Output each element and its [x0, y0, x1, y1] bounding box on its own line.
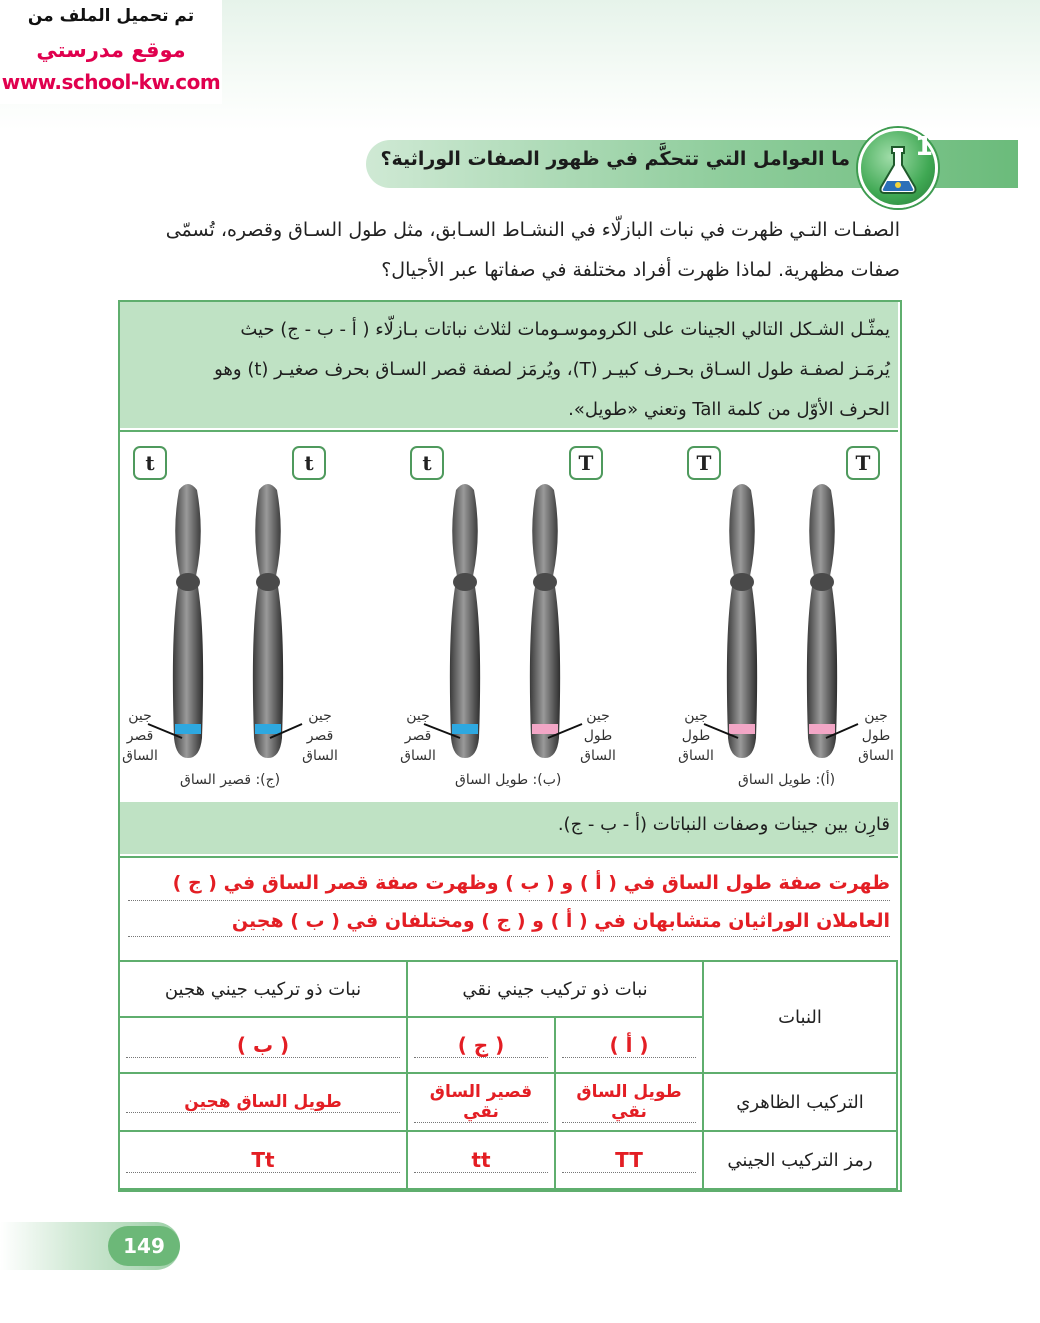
label-short-gene-c1	[112, 706, 168, 766]
label-word: جين	[586, 708, 610, 724]
label-word: طول	[583, 728, 613, 744]
chromosome-c1-gene-band	[175, 724, 201, 734]
chromosome-b2-gene-band	[532, 724, 558, 734]
chromosome-a2-gene-band	[809, 724, 835, 734]
watermark-line-1: تم تحميل الملف من	[27, 6, 195, 26]
label-word: قصر	[306, 728, 334, 744]
section-title: ما العوامل التي تتحكَّم في ظهور الصفات الوراثية؟	[380, 148, 850, 170]
chromosome-c2-gene-band	[255, 724, 281, 734]
answer-dotted-line-2	[128, 936, 890, 937]
label-word: جين	[128, 708, 152, 724]
activity-line-2: يُرمَـز لصفـة طول السـاق بحـرف كبيـر (T)، ويُرمَز لصفة قصر السـاق بحرف صغيـر (t) وهو	[214, 359, 890, 380]
chromosome-b1	[450, 484, 480, 758]
label-tall-gene-a1	[668, 706, 724, 766]
chromosome-b2-body	[530, 484, 560, 758]
cell-phenotype-a	[555, 1073, 703, 1131]
answer-line-2: العاملان الوراثيان متشابهان في ( أ ) و ( ج ) ومختلفان في ( ب ) هجين	[231, 910, 890, 932]
watermark-line-2: موقع مدرستي	[36, 38, 186, 62]
row-phenotype-label: التركيب الظاهري	[703, 1073, 897, 1131]
chromosome-c1	[173, 484, 203, 758]
chromosome-a1-gene-band	[729, 724, 755, 734]
gene-letter-a1: T	[687, 446, 721, 480]
label-word: الساق	[122, 748, 158, 764]
chromosome-a2-body	[807, 484, 837, 758]
chromosome-c1-body	[173, 484, 203, 758]
gene-letter-b2: T	[569, 446, 603, 480]
label-word: جين	[308, 708, 332, 724]
watermark-url[interactable]: www.school-kw.com	[1, 70, 221, 94]
cell-plant-a	[555, 1017, 703, 1073]
cell-genotype-c	[407, 1131, 555, 1189]
cell-plant-c	[407, 1017, 555, 1073]
plant-c-caption: (ج): قصير الساق	[180, 772, 281, 788]
activity-description	[128, 310, 890, 430]
label-word: قصر	[126, 728, 154, 744]
intro-line-2: صفات مظهرية. لماذا ظهرت أفراد مختلفة في صفاتها عبر الأجيال؟	[381, 259, 900, 281]
label-word: الساق	[302, 748, 338, 764]
header-hybrid: نبات ذو تركيب جيني هجين	[119, 961, 407, 1017]
genotype-a-value: TT	[562, 1148, 696, 1173]
intro-line-1: الصفـات التـي ظهرت في نبات البازلّاء في النشـاط السـابق، مثل طول السـاق وقصره، تُسمّى	[165, 219, 900, 241]
gene-letter-b1: t	[410, 446, 444, 480]
chromosome-c2-centromere	[256, 573, 280, 591]
cell-plant-b	[119, 1017, 407, 1073]
chromosomes-svg	[120, 432, 898, 798]
cell-phenotype-c	[407, 1073, 555, 1131]
chromosome-b1-body	[450, 484, 480, 758]
label-word: جين	[684, 708, 708, 724]
label-tall-gene-b	[570, 706, 626, 766]
compare-prompt: قارِن بين جينات وصفات النباتات (أ - ب - ج).	[557, 814, 890, 835]
plant-b-value: ( ب )	[126, 1033, 400, 1058]
plant-c-value: ( ج )	[414, 1033, 548, 1058]
label-word: الساق	[678, 748, 714, 764]
phenotype-a-value: طويل الساق نقي	[562, 1082, 696, 1123]
answer-dotted-line-1	[128, 900, 890, 901]
activity-line-1: يمثّـل الشـكل التالي الجينات على الكروموسـومات لثلاث نباتات بـازلّاء ( أ - ب - ج) حيث	[240, 319, 890, 340]
plant-a-value: ( أ )	[562, 1033, 696, 1058]
cell-genotype-b	[119, 1131, 407, 1189]
label-word: جين	[406, 708, 430, 724]
header-plant: النبات	[703, 961, 897, 1073]
chromosome-c2-body	[253, 484, 283, 758]
row-genotype-label: رمز التركيب الجيني	[703, 1131, 897, 1189]
chromosome-a2	[807, 484, 837, 758]
cell-phenotype-b	[119, 1073, 407, 1131]
cell-genotype-a	[555, 1131, 703, 1189]
chromosome-a1	[727, 484, 757, 758]
label-word: جين	[864, 708, 888, 724]
chromosome-b1-gene-band	[452, 724, 478, 734]
label-word: قصر	[404, 728, 432, 744]
genotype-c-value: tt	[414, 1148, 548, 1173]
activity-line-3: الحرف الأوّل من كلمة Tall وتعني «طويل».	[568, 399, 890, 420]
label-word: الساق	[580, 748, 616, 764]
label-word: الساق	[400, 748, 436, 764]
chromosome-a1-centromere	[730, 573, 754, 591]
plant-b-caption: (ب): طويل الساق	[455, 772, 562, 788]
label-short-gene-c2	[292, 706, 348, 766]
chromosome-a1-body	[727, 484, 757, 758]
gene-letter-c1: t	[133, 446, 167, 480]
genotype-b-value: Tt	[126, 1148, 400, 1173]
answer-line-1: ظهرت صفة طول الساق في ( أ ) و ( ب ) وظهرت صفة قصر الساق في ( ج )	[172, 872, 890, 894]
chromosome-b1-centromere	[453, 573, 477, 591]
genotype-table	[118, 960, 898, 1190]
page-number: 149	[108, 1226, 180, 1266]
label-word: الساق	[858, 748, 894, 764]
label-word: طول	[681, 728, 711, 744]
chromosome-b2-centromere	[533, 573, 557, 591]
phenotype-b-value: طويل الساق هجين	[126, 1092, 400, 1113]
phenotype-c-value: قصير الساق نقي	[414, 1082, 548, 1123]
intro-paragraph	[140, 210, 900, 290]
gene-letter-a2: T	[846, 446, 880, 480]
label-tall-gene-a2	[848, 706, 904, 766]
chromosome-a2-centromere	[810, 573, 834, 591]
label-short-gene-b	[390, 706, 446, 766]
label-word: طول	[861, 728, 891, 744]
gene-letter-c2: t	[292, 446, 326, 480]
header-pure: نبات ذو تركيب جيني نقي	[407, 961, 703, 1017]
chromosome-c1-centromere	[176, 573, 200, 591]
section-number: 1	[915, 132, 934, 162]
chromosome-b2	[530, 484, 560, 758]
plant-a-caption: (أ): طويل الساق	[738, 772, 836, 788]
chromosome-c2	[253, 484, 283, 758]
